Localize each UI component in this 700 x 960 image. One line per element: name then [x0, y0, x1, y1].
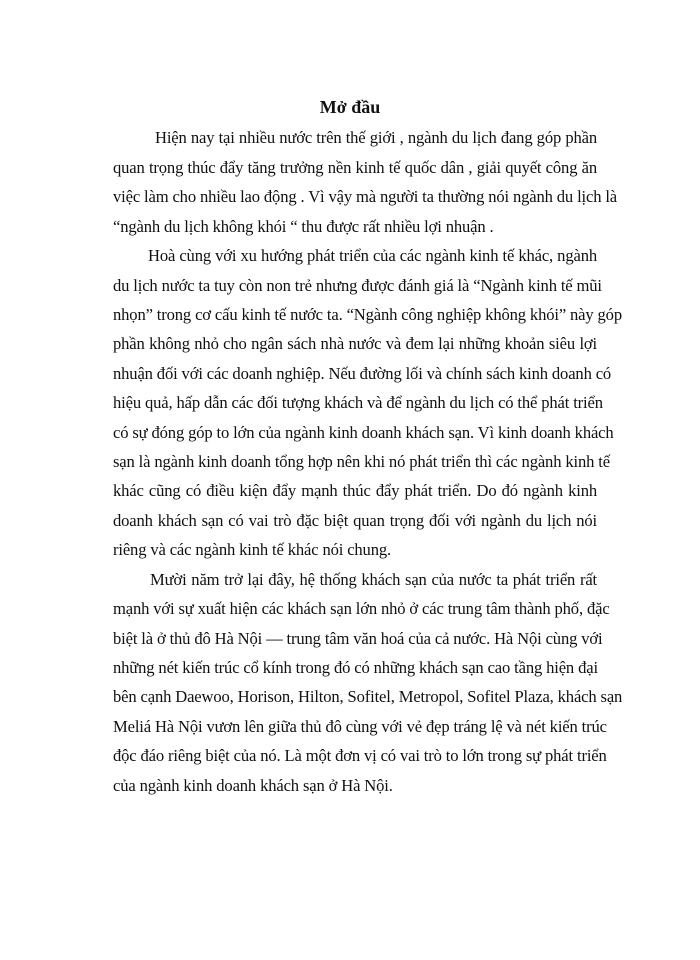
paragraph-3-line: của ngành kinh doanh khách sạn ở Hà Nội.: [113, 776, 393, 795]
paragraph-2-line: có sự đóng góp to lớn của ngành kinh doanh khách sạn. Vì kinh doanh khách: [113, 423, 614, 442]
paragraph-3-line: Mười năm trở lại đây, hệ thống khách sạn của nước ta phát triển rất: [150, 570, 597, 589]
paragraph-1-line: việc làm cho nhiều lao động . Vì vậy mà người ta thường nói ngành du lịch là: [113, 187, 618, 206]
paragraph-2-line: nhuận đối với các doanh nghiệp. Nếu đường lối và chính sách kinh doanh có: [113, 364, 612, 383]
paragraph-1-line: “ngành du lịch không khói “ thu được rất nhiều lợi nhuận .: [113, 217, 494, 236]
paragraph-2-line: khác cũng có điều kiện đẩy mạnh thúc đẩy phát triển. Do đó ngành kinh: [113, 481, 597, 500]
paragraph-3-line: những nét kiến trúc cổ kính trong đó có những khách sạn cao tầng hiện đại: [113, 658, 598, 677]
paragraph-2-line: du lịch nước ta tuy còn non trẻ nhưng được đánh giá là “Ngành kinh tế mũi: [113, 276, 602, 295]
paragraph-2-line: phần không nhỏ cho ngân sách nhà nước và đem lại những khoản siêu lợi: [113, 334, 597, 353]
paragraph-2-line: sạn là ngành kinh doanh tổng hợp nên khi nó phát triển thì các ngành kinh tế: [113, 452, 610, 471]
paragraph-1-line: Hiện nay tại nhiều nước trên thế giới , ngành du lịch đang góp phần: [155, 128, 597, 147]
document-title: Mở đầu: [319, 97, 381, 117]
paragraph-2-line: Hoà cùng với xu hướng phát triển của các ngành kinh tế khác, ngành: [148, 246, 597, 265]
paragraph-3-line: bên cạnh Daewoo, Horison, Hilton, Sofitel, Metropol, Sofitel Plaza, khách sạn: [113, 687, 623, 706]
paragraph-2-line: hiệu quả, hấp dẫn các đối tượng khách và để ngành du lịch có thể phát triển: [113, 393, 603, 412]
paragraph-2-line: nhọn” trong cơ cấu kinh tế nước ta. “Ngành công nghiệp không khói” này góp: [113, 305, 622, 324]
paragraph-2-line: riêng và các ngành kinh tế khác nói chung.: [113, 540, 391, 559]
paragraph-3-line: mạnh với sự xuất hiện các khách sạn lớn nhỏ ở các trung tâm thành phố, đặc: [113, 599, 610, 618]
paragraph-3-line: biệt là ở thủ đô Hà Nội — trung tâm văn hoá của cả nước. Hà Nội cùng với: [113, 629, 603, 648]
paragraph-3-line: Meliá Hà Nội vươn lên giữa thủ đô cùng với vẻ đẹp tráng lệ và nét kiến trúc: [113, 717, 607, 736]
paragraph-2-line: doanh khách sạn có vai trò đặc biệt quan trọng đối với ngành du lịch nói: [113, 511, 597, 530]
paragraph-1-line: quan trọng thúc đẩy tăng trưởng nền kinh tế quốc dân , giải quyết công ăn: [113, 158, 597, 177]
paragraph-3-line: độc đáo riêng biệt của nó. Là một đơn vị có vai trò to lớn trong sự phát triển: [113, 746, 607, 765]
